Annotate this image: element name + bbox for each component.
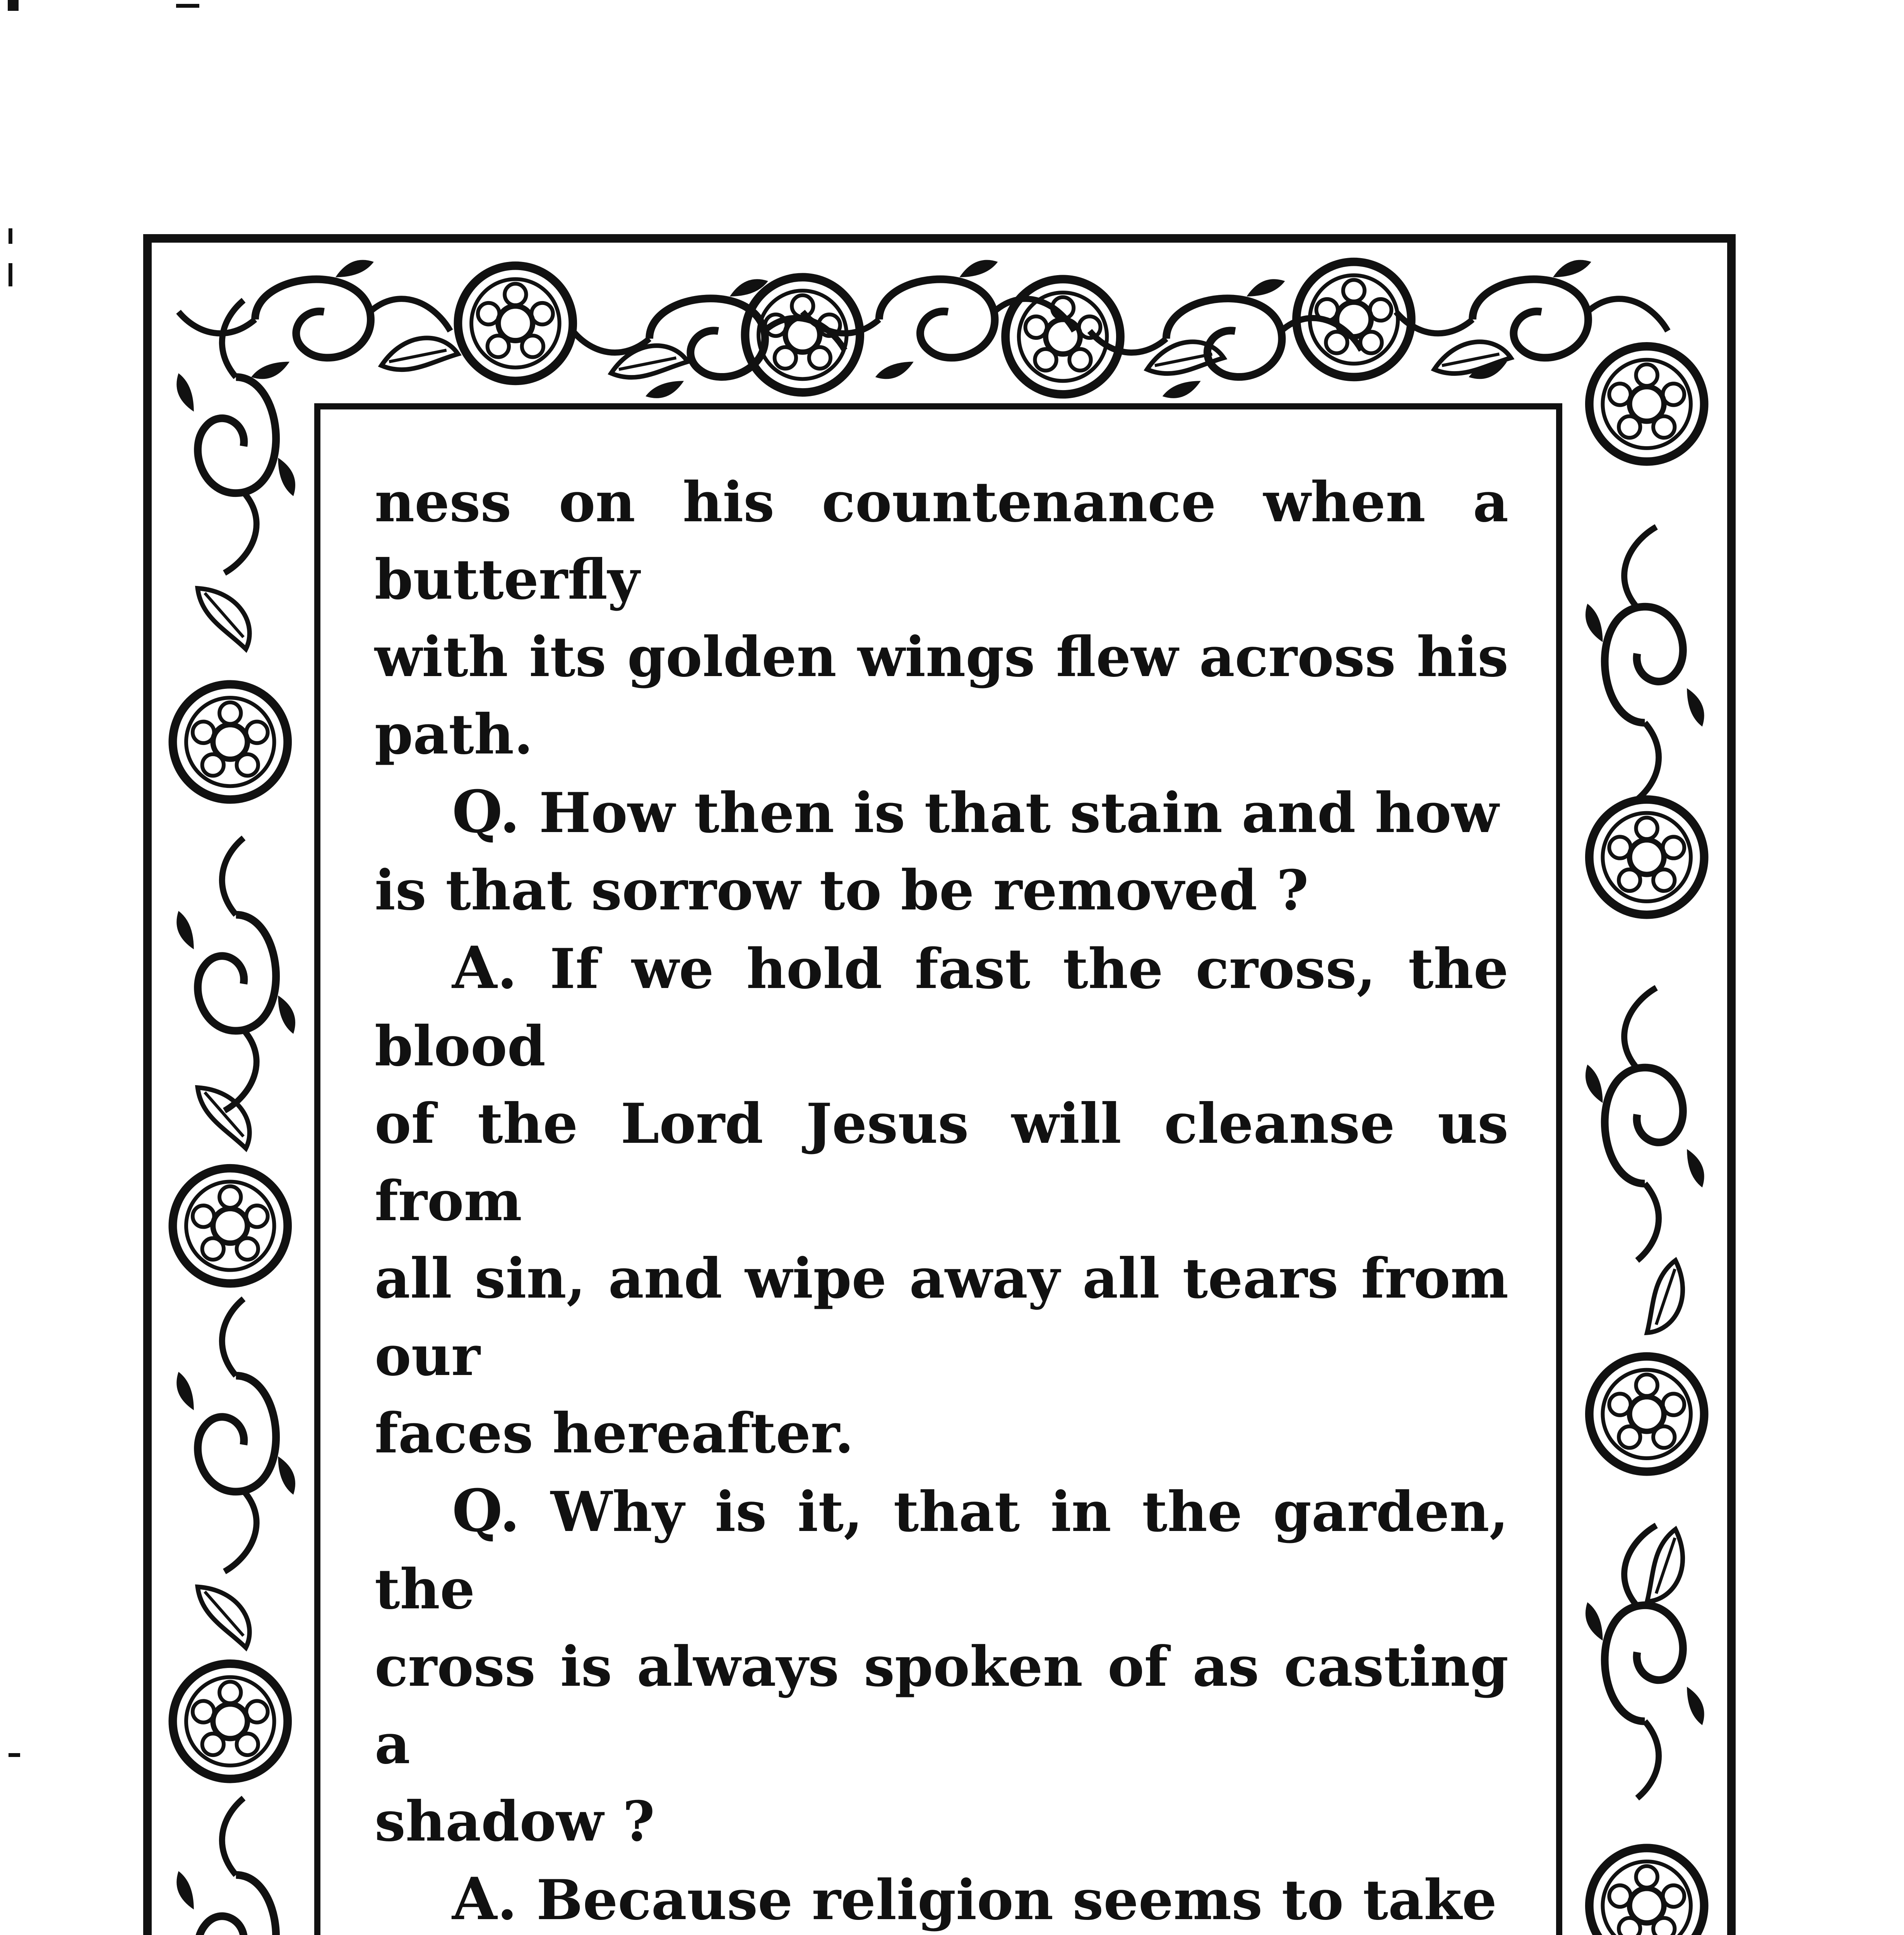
line-text: Why is it, that in the garden, the (375, 1480, 1508, 1622)
text-line (375, 773, 1508, 852)
text-line (375, 1628, 1508, 1783)
line-text: How then is that stain and how (520, 781, 1499, 845)
left-band (173, 300, 295, 1935)
text-line (375, 464, 1508, 618)
ornamental-border (143, 234, 1736, 1935)
scan-mark-left-1 (9, 228, 12, 244)
text-line (375, 618, 1508, 773)
answer-mark-label: A. (452, 934, 517, 1002)
line-text: cross is always spoken of as casting a (375, 1635, 1508, 1776)
scan-mark-top (8, 0, 19, 11)
right-band (1586, 346, 1704, 1935)
line-text: of the Lord Jesus will cleanse us from (375, 1092, 1508, 1233)
scan-mark-left-2 (9, 263, 12, 286)
question-mark-label: Q. (452, 1477, 520, 1545)
line-text: is that sorrow to be removed ? (375, 858, 1309, 923)
answer-mark-label: A. (452, 1865, 517, 1933)
text-line (375, 1472, 1508, 1628)
top-band (178, 260, 1668, 398)
line-text: ness on his countenance when a butterfly (375, 470, 1508, 612)
line-text: faces hereafter. (375, 1401, 854, 1466)
scan-mark-left-3 (9, 1753, 20, 1757)
text-line (375, 1783, 1508, 1860)
line-text: all sin, and wipe away all tears from our (375, 1247, 1508, 1388)
line-text: Because religion seems to take (517, 1868, 1497, 1932)
text-panel (314, 403, 1562, 1935)
line-text: shadow ? (375, 1789, 655, 1854)
text-line (375, 1395, 1508, 1472)
line-text: with its golden wings flew across his path. (375, 625, 1508, 767)
body-text (375, 464, 1508, 1935)
text-line (375, 852, 1508, 929)
text-line (375, 929, 1508, 1085)
text-line (375, 1240, 1508, 1395)
line-text: If we hold fast the cross, the blood (375, 937, 1508, 1079)
text-line (375, 1860, 1508, 1935)
question-mark-label: Q. (452, 778, 520, 846)
text-line (375, 1085, 1508, 1240)
scan-mark-top-dash (176, 4, 199, 8)
